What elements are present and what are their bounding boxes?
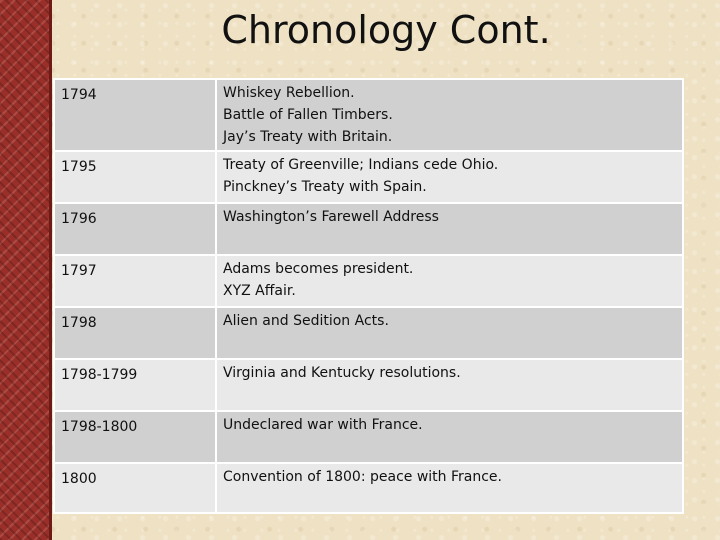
table-row <box>54 411 683 463</box>
table-row <box>54 151 683 203</box>
event-text: Adams becomes president. <box>223 261 414 277</box>
year-cell: 1798 <box>54 307 216 359</box>
table-row <box>54 463 683 513</box>
event-text: Pinckney’s Treaty with Spain. <box>223 179 427 195</box>
table-row <box>54 79 683 151</box>
event-text: XYZ Affair. <box>223 283 296 299</box>
event-text: Undeclared war with France. <box>223 417 423 433</box>
table-row <box>54 359 683 411</box>
events-cell <box>216 79 683 151</box>
events-cell <box>216 255 683 307</box>
year-cell: 1797 <box>54 255 216 307</box>
event-text: Virginia and Kentucky resolutions. <box>223 365 461 381</box>
event-text: Battle of Fallen Timbers. <box>223 107 393 123</box>
events-cell <box>216 411 683 463</box>
chronology-table <box>53 78 684 514</box>
event-text: Alien and Sedition Acts. <box>223 313 389 329</box>
table-row <box>54 203 683 255</box>
table-row <box>54 307 683 359</box>
year-cell: 1794 <box>54 79 216 151</box>
decorative-border-strip <box>0 0 52 540</box>
year-cell: 1798-1799 <box>54 359 216 411</box>
events-cell <box>216 359 683 411</box>
events-cell <box>216 151 683 203</box>
events-cell <box>216 307 683 359</box>
event-text: Convention of 1800: peace with France. <box>223 469 502 485</box>
year-cell: 1795 <box>54 151 216 203</box>
table-row <box>54 255 683 307</box>
year-cell: 1798-1800 <box>54 411 216 463</box>
event-text: Treaty of Greenville; Indians cede Ohio. <box>223 157 499 173</box>
year-cell: 1796 <box>54 203 216 255</box>
slide-title: Chronology Cont. <box>221 8 551 52</box>
event-text: Whiskey Rebellion. <box>223 85 355 101</box>
event-text: Washington’s Farewell Address <box>223 209 439 225</box>
event-text: Jay’s Treaty with Britain. <box>223 129 393 145</box>
year-cell: 1800 <box>54 463 216 513</box>
events-cell <box>216 203 683 255</box>
events-cell <box>216 463 683 513</box>
